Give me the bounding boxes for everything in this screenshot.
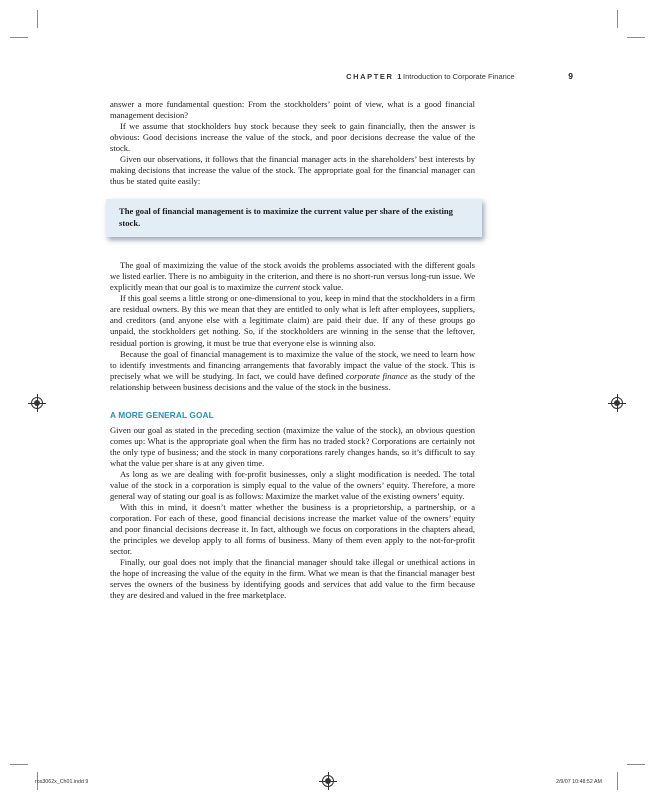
paragraph: The goal of maximizing the value of the stock avoids the problems associated with the different goals we listed earlier. There is no ambiguity in the criterion, and there is no short-run versus long-run issue. We explicitly mean that our goal is to maximize the current stock value. <box>110 260 475 293</box>
crop-mark-top-right-h <box>627 37 645 38</box>
crop-mark-top-right <box>617 10 618 28</box>
body-text-column <box>110 99 475 602</box>
paragraph: Given our observations, it follows that the financial manager acts in the shareholders’ best interests by making decisions that increase the value of the stock. The appropriate goal for the financial manager can thus be stated quite easily: <box>110 154 475 187</box>
crop-mark-bottom-left-h <box>10 764 28 765</box>
emphasis-corporate-finance: corporate finance <box>346 370 408 381</box>
registration-mark-icon <box>322 775 334 787</box>
paragraph: Finally, our goal does not imply that the financial manager should take illegal or unethical actions in the hope of increasing the value of the equity in the firm. What we mean is that the financial manager best serves the owners of the business by identifying goods and services that add value to the firm because they are desired and valued in the free marketplace. <box>110 557 475 601</box>
running-head <box>110 72 573 84</box>
goal-callout-box: The goal of financial management is to maximize the current value per share of the existing stock. <box>106 199 482 237</box>
emphasis-current: current <box>275 282 301 293</box>
registration-mark-icon <box>611 397 623 409</box>
crop-mark-bottom-right-h <box>627 764 645 765</box>
paragraph: As long as we are dealing with for-profit businesses, only a slight modification is needed. The total value of the stock in a corporation is simply equal to the value of the owners’ equity. Therefore, a more general way of stating our goal is as follows: Maximize the market value of the existing owners’ equity. <box>110 468 475 502</box>
slug-file-name: ros3062x_Ch01.indd 9 <box>35 779 89 785</box>
paragraph: Given our goal as stated in the preceding section (maximize the value of the stock), an obvious question comes up: What is the appropriate goal when the firm has no traded stock? Corporations are certainly not the only type of business; and the stock in many corporations rarely changes hands, so it’s difficult to say what the value per share is at any given time. <box>110 424 475 468</box>
paragraph: Because the goal of financial management is to maximize the value of the stock, we need to learn how to identify investments and financing arrangements that favorably impact the value of the stock. This is precisely what we will be studying. In fact, we could have defined corporate finance as the study of the relationship between business decisions and the value of the stock in the business. <box>110 348 475 392</box>
slug-timestamp: 2/9/07 10:48:52 AM <box>556 779 602 785</box>
crop-mark-top-left <box>37 10 38 28</box>
paragraph: answer a more fundamental question: From the stockholders’ point of view, what is a good financial management decision? <box>110 99 475 121</box>
section-heading: A MORE GENERAL GOAL <box>110 409 214 420</box>
chapter-title: Introduction to Corporate Finance <box>403 72 515 81</box>
registration-mark-icon <box>31 397 43 409</box>
paragraph: With this in mind, it doesn’t matter whether the business is a proprietorship, a partnership, or a corporation. For each of these, good financial decisions increase the market value of the owners’ equity and poor financial decisions decrease it. In fact, although we focus on corporations in the chapters ahead, the principles we develop apply to all forms of business. Many of them even apply to the not-for-profit sector. <box>110 502 475 557</box>
paragraph: If we assume that stockholders buy stock because they seek to gain financially, then the answer is obvious: Good decisions increase the value of the stock, and poor decisions decrease the value of the stock. <box>110 121 475 154</box>
page-number: 9 <box>568 71 573 81</box>
crop-mark-top-left-h <box>10 37 28 38</box>
crop-mark-bottom-right <box>617 772 618 790</box>
paragraph: If this goal seems a little strong or one-dimensional to you, keep in mind that the stockholders in a firm are residual owners. By this we mean that they are entitled to only what is left after employees, suppliers, and creditors (and anyone else with a legitimate claim) are paid their due. If any of these groups go unpaid, the stockholders get nothing. So, if the stockholders are winning in the sense that the leftover, residual portion is growing, it must be true that everyone else is winning also. <box>110 293 475 348</box>
chapter-label: CHAPTER 1 <box>346 72 403 81</box>
